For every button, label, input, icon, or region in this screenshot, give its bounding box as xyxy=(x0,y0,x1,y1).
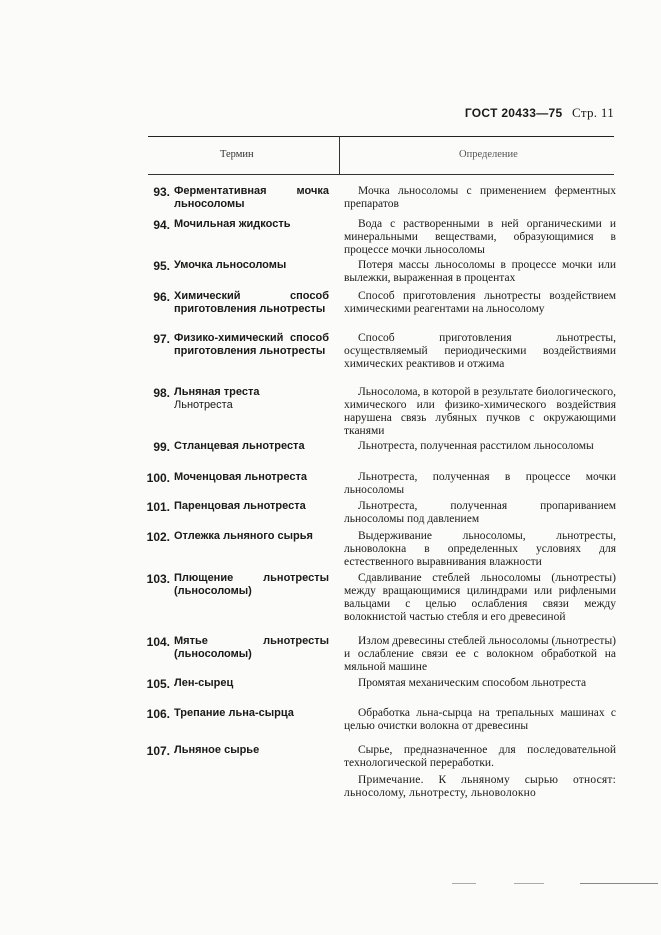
term-text: Физико-химический способ приготовления льнотресты xyxy=(174,332,329,357)
entry-definition: Обработка льна-сырца на трепальных машинах с целью очистки волокна от древесины xyxy=(344,707,616,732)
entry-note: Примечание. К льняному сырью относят: льносолому, льнотресту, льноволокно xyxy=(344,774,616,799)
entry-term xyxy=(174,185,329,210)
entry-term xyxy=(174,744,329,757)
entry-definition: Способ приготовления льнотресты, осуществляемый периодическими воздействиями химических реактивов и отжима xyxy=(344,332,616,370)
entry-definition: Льнотреста, полученная расстилом льносоломы xyxy=(358,440,594,452)
term-text: Плющение льнотресты (льносоломы) xyxy=(174,572,329,597)
term-text: Отлежка льняного сырья xyxy=(174,530,313,542)
standard-number: ГОСТ 20433—75 xyxy=(464,106,563,120)
entry-term xyxy=(174,259,329,272)
entry-definition: Мочка льносоломы с применением ферментных препаратов xyxy=(344,185,616,210)
term-text: Льняная треста xyxy=(174,386,260,398)
entry-number: 98. xyxy=(153,386,170,400)
entry-term xyxy=(174,332,329,357)
term-text: Паренцовая льнотреста xyxy=(174,500,306,512)
table-column-divider xyxy=(339,136,340,174)
entry-term xyxy=(174,530,329,543)
table-header-rule xyxy=(148,174,614,175)
entry-definition: Потеря массы льносоломы в процессе мочки или вылежки, выраженная в процентах xyxy=(344,259,616,284)
page-number: Стр. 11 xyxy=(572,105,614,120)
term-text: Химический способ приготовления льнотресты xyxy=(174,290,329,315)
entry-definition: Сдавливание стеблей льносоломы (льнотресты) между вращающимися цилиндрами или рифлеными вальцами с целью ослабления связи между волокнистой частью стебля и его древесиной xyxy=(344,572,616,623)
entry-definition: Вода с растворенными в ней органическими и минеральными веществами, образующимися в процессе мочки льносоломы xyxy=(344,218,616,256)
term-alias: Льнотреста xyxy=(174,398,233,411)
entry-number: 106. xyxy=(146,707,170,721)
page-header xyxy=(465,105,614,121)
entry-number: 102. xyxy=(146,530,170,544)
entry-number: 107. xyxy=(146,744,170,758)
entry-number: 97. xyxy=(153,332,170,346)
entry-term xyxy=(174,290,329,315)
entry-term xyxy=(174,572,329,597)
entry-number: 100. xyxy=(146,471,170,485)
entry-term xyxy=(174,677,329,690)
table-top-rule xyxy=(148,136,614,137)
entry-number: 104. xyxy=(146,635,170,649)
entry-number: 96. xyxy=(153,290,170,304)
entry-definition: Промятая механическим способом льнотреста xyxy=(358,677,587,689)
entry-definition: Льносолома, в которой в результате биологического, химического или физико-химического воздействия нарушена связь лубяных пучков с окружающими тканями xyxy=(344,386,616,437)
entry-number: 101. xyxy=(146,500,170,514)
term-text: Умочка льносоломы xyxy=(174,259,287,271)
footer-rule xyxy=(580,883,658,884)
term-text: Мятье льнотресты (льносоломы) xyxy=(174,635,329,660)
term-text: Трепание льна-сырца xyxy=(174,707,294,719)
entry-definition: Льнотреста, полученная пропариванием льносоломы под давлением xyxy=(344,500,616,525)
column-header-term: Термин xyxy=(220,149,254,160)
entry-number: 103. xyxy=(146,572,170,586)
term-text: Мочильная жидкость xyxy=(174,218,291,230)
term-text: Ферментативная мочка льносоломы xyxy=(174,185,329,210)
column-header-definition: Определение xyxy=(459,149,518,160)
entry-term xyxy=(174,386,329,411)
term-text: Лен-сырец xyxy=(174,677,234,689)
entry-definition: Сырье, предназначенное для последовательной технологической переработки. xyxy=(344,744,616,769)
term-text: Стланцевая льнотреста xyxy=(174,440,305,452)
term-text: Моченцовая льнотреста xyxy=(174,471,307,483)
entry-term xyxy=(174,500,329,513)
entry-number: 93. xyxy=(153,185,170,199)
entry-definition: Льнотреста, полученная в процессе мочки льносоломы xyxy=(344,471,616,496)
entry-number: 99. xyxy=(153,440,170,454)
entry-number: 95. xyxy=(153,259,170,273)
entry-term xyxy=(174,707,329,720)
footer-mark xyxy=(514,883,544,884)
footer-mark xyxy=(452,883,476,884)
entry-definition: Излом древесины стеблей льносоломы (льнотресты) и ослабление связи ее с волокном обработкой на мяльной машине xyxy=(344,635,616,673)
entry-term xyxy=(174,440,329,453)
entry-definition: Выдерживание льносоломы, льнотресты, льноволокна в определенных условиях для естественного выравнивания влажности xyxy=(344,530,616,568)
entry-number: 105. xyxy=(146,677,170,691)
entry-definition: Способ приготовления льнотресты воздействием химическими реагентами на льносолому xyxy=(344,290,616,315)
term-text: Льняное сырье xyxy=(174,744,260,756)
entry-term xyxy=(174,218,329,231)
entry-term xyxy=(174,635,329,660)
entry-number: 94. xyxy=(153,218,170,232)
entry-term xyxy=(174,471,329,484)
